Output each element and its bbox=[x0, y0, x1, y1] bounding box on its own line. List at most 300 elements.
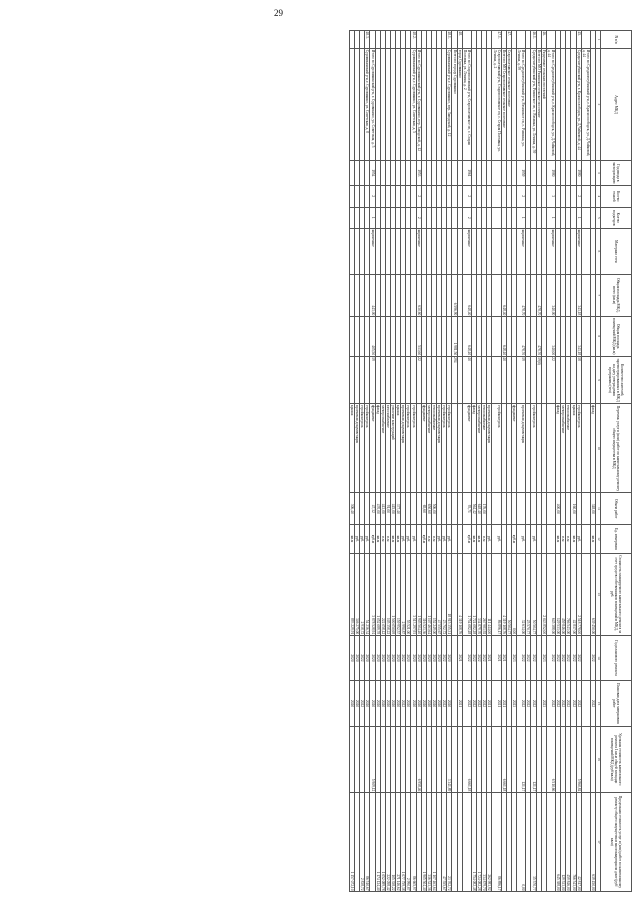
column-number: 14 bbox=[596, 635, 601, 681]
cell-c4 bbox=[487, 185, 492, 207]
cell-c13: 50 504,77 bbox=[506, 553, 511, 635]
cell-c16 bbox=[401, 726, 406, 792]
cell-c7 bbox=[411, 274, 416, 316]
cell-c12: кв.м bbox=[349, 525, 354, 553]
cell-c10: стройконтроль bbox=[360, 404, 365, 493]
cell-c14: 2020 bbox=[375, 635, 380, 681]
cell-c7: 6 596,90 bbox=[452, 274, 457, 316]
table-row bbox=[385, 31, 390, 892]
cell-c10: теплоснабжение bbox=[482, 404, 487, 493]
cell-c15: 2020 bbox=[349, 681, 354, 727]
cell-c5 bbox=[406, 207, 411, 229]
cell-c12: кв.м bbox=[471, 525, 476, 553]
cell-c14: 2020 bbox=[380, 635, 385, 681]
cell-c8 bbox=[590, 316, 595, 356]
column-number: 13 bbox=[596, 553, 601, 635]
table-row bbox=[561, 31, 566, 892]
cell-c5 bbox=[471, 207, 476, 229]
cell-c17 bbox=[370, 792, 375, 891]
table-body bbox=[349, 31, 595, 892]
cell-c16: 6 510,66 bbox=[546, 726, 555, 792]
cell-c14: 2022 bbox=[561, 635, 566, 681]
cell-c8 bbox=[411, 316, 416, 356]
cell-c10 bbox=[457, 404, 462, 493]
cell-c1 bbox=[385, 31, 390, 49]
header-col-10: Перечень услуг и (или) работ по капитальному ремонту общего имущества в МКД bbox=[601, 404, 632, 493]
cell-c5 bbox=[360, 207, 365, 229]
cell-c7 bbox=[375, 274, 380, 316]
cell-c12: кв.м bbox=[590, 525, 595, 553]
column-number: 9 bbox=[596, 356, 601, 404]
cell-c4 bbox=[501, 185, 506, 207]
cell-c16 bbox=[355, 726, 360, 792]
cell-c1 bbox=[471, 31, 476, 49]
column-number: 17 bbox=[596, 792, 601, 891]
cell-c10: крыша bbox=[349, 404, 354, 493]
cell-c16 bbox=[561, 726, 566, 792]
cell-c3 bbox=[531, 160, 536, 185]
cell-c10 bbox=[541, 404, 546, 493]
cell-c7 bbox=[365, 274, 370, 316]
cell-c4 bbox=[536, 185, 541, 207]
cell-c8 bbox=[566, 316, 571, 356]
cell-c2: Итого по Суровикинский р-н, г. Суровикино, ул. Советская, д. 5 bbox=[370, 49, 375, 161]
cell-c5 bbox=[482, 207, 487, 229]
cell-c3 bbox=[406, 160, 411, 185]
cell-c3 bbox=[511, 160, 516, 185]
cell-c8 bbox=[421, 316, 426, 356]
cell-c14: 2020 bbox=[426, 635, 431, 681]
cell-c1 bbox=[380, 31, 385, 49]
cell-c4 bbox=[385, 185, 390, 207]
table-row bbox=[401, 31, 406, 892]
cell-c10: электроснабжение bbox=[477, 404, 482, 493]
cell-c5 bbox=[401, 207, 406, 229]
cell-c5 bbox=[536, 207, 541, 229]
cell-c8 bbox=[457, 316, 462, 356]
cell-c8 bbox=[482, 316, 487, 356]
cell-c5 bbox=[556, 207, 561, 229]
cell-c12 bbox=[526, 525, 531, 553]
cell-c3 bbox=[501, 160, 506, 185]
cell-c9 bbox=[531, 356, 536, 404]
header-col-15: Плановая дата завершения работ bbox=[601, 681, 632, 727]
cell-c7 bbox=[566, 274, 571, 316]
cell-c13 bbox=[536, 553, 541, 635]
cell-c12: п.м bbox=[566, 525, 571, 553]
cell-c17 bbox=[457, 792, 462, 891]
cell-c5 bbox=[349, 207, 354, 229]
cell-c14: 2022 bbox=[531, 635, 536, 681]
cell-c10: фундамент bbox=[462, 404, 471, 493]
cell-c10 bbox=[452, 404, 457, 493]
column-number-row bbox=[596, 31, 601, 892]
cell-c15 bbox=[506, 681, 511, 727]
cell-c7 bbox=[571, 274, 576, 316]
cell-c16 bbox=[431, 726, 436, 792]
cell-c4: 2 bbox=[462, 185, 471, 207]
cell-c15: 2022 bbox=[531, 681, 536, 727]
cell-c8 bbox=[380, 316, 385, 356]
cell-c13: 2 043 852,00 bbox=[541, 553, 546, 635]
cell-c1: 46. bbox=[541, 31, 546, 49]
cell-c2 bbox=[380, 49, 385, 161]
cell-c14: 2022 bbox=[546, 635, 555, 681]
cell-c15: 2020 bbox=[447, 681, 452, 727]
cell-c16 bbox=[556, 726, 561, 792]
cell-c15: 2020 bbox=[365, 681, 370, 727]
cell-c1 bbox=[561, 31, 566, 49]
column-number: 4 bbox=[596, 185, 601, 207]
cell-c9: 40 bbox=[501, 356, 506, 404]
cell-c17 bbox=[581, 792, 590, 891]
cell-c10: фасад bbox=[556, 404, 561, 493]
cell-c17: 1 107 463,64 bbox=[431, 792, 436, 891]
cell-c3 bbox=[536, 160, 541, 185]
cell-c7 bbox=[457, 274, 462, 316]
cell-c7 bbox=[355, 274, 360, 316]
table-row bbox=[411, 31, 416, 892]
cell-c16: 3 341,89 bbox=[447, 726, 452, 792]
cell-c7 bbox=[380, 274, 385, 316]
cell-c17: 86 665,97 bbox=[411, 792, 416, 891]
cell-c8: 513,60 bbox=[416, 316, 421, 356]
cell-c4 bbox=[477, 185, 482, 207]
cell-c6 bbox=[471, 229, 476, 275]
column-number: 6 bbox=[596, 229, 601, 275]
column-number: 10 bbox=[596, 404, 601, 493]
cell-c3 bbox=[396, 160, 401, 185]
cell-c9: 18 bbox=[576, 356, 581, 404]
cell-c6 bbox=[431, 229, 436, 275]
cell-c17: 47 555,67 bbox=[442, 792, 447, 891]
table-row bbox=[492, 31, 501, 892]
cell-c4 bbox=[511, 185, 516, 207]
cell-c7: 443,00 bbox=[370, 274, 375, 316]
cell-c16: 6 958,46 bbox=[416, 726, 421, 792]
cell-c7: 343,18 bbox=[576, 274, 581, 316]
cell-c16 bbox=[477, 726, 482, 792]
cell-c3 bbox=[360, 160, 365, 185]
table-row bbox=[506, 31, 511, 892]
cell-c14: 2021 bbox=[492, 635, 501, 681]
cell-c2: Суровикинский р-н, г. Суровикино, ул. Советская, д. 5 bbox=[411, 49, 416, 161]
cell-c11 bbox=[401, 493, 406, 525]
cell-c13: 1 107 463,64 bbox=[426, 553, 431, 635]
cell-c13: 47 555,67 bbox=[437, 553, 442, 635]
cell-c6 bbox=[437, 229, 442, 275]
header-col-17: Предельная стоимость услуг и (или) работ по капитальному ремонту общего имущества в многоквартирном доме (руб/кв.м) bbox=[601, 792, 632, 891]
cell-c16: 5 909,12 bbox=[370, 726, 375, 792]
cell-c12: п.м bbox=[380, 525, 385, 553]
cell-c11 bbox=[457, 493, 462, 525]
cell-c14: 2020 bbox=[365, 635, 370, 681]
cell-c17 bbox=[546, 792, 555, 891]
cell-c11: 176,00 bbox=[482, 493, 487, 525]
cell-c3 bbox=[571, 160, 576, 185]
table-row bbox=[517, 31, 526, 892]
cell-c2: Всего по городу Суровикино bbox=[452, 49, 457, 161]
cell-c11: 47,32 bbox=[370, 493, 375, 525]
cell-c9 bbox=[421, 356, 426, 404]
cell-c3 bbox=[477, 160, 482, 185]
cell-c1 bbox=[396, 31, 401, 49]
cell-c14: 2022 bbox=[482, 635, 487, 681]
cell-c3 bbox=[431, 160, 436, 185]
cell-c9 bbox=[437, 356, 442, 404]
cell-c9 bbox=[426, 356, 431, 404]
cell-c16 bbox=[349, 726, 354, 792]
table-row bbox=[421, 31, 426, 892]
column-number: 7 bbox=[596, 274, 601, 316]
cell-c10: проектная документация bbox=[355, 404, 360, 493]
cell-c7 bbox=[360, 274, 365, 316]
cell-c1 bbox=[406, 31, 411, 49]
cell-c10: стройконтроль bbox=[406, 404, 411, 493]
cell-c3 bbox=[526, 160, 531, 185]
cell-c11: 443,00 bbox=[380, 493, 385, 525]
cell-c4 bbox=[581, 185, 590, 207]
cell-c17 bbox=[437, 792, 442, 891]
cell-c14 bbox=[536, 635, 541, 681]
table-row bbox=[541, 31, 546, 892]
cell-c9: 294 bbox=[452, 356, 457, 404]
cell-c9 bbox=[406, 356, 411, 404]
cell-c17: 459 846,00 bbox=[566, 792, 571, 891]
cell-c3 bbox=[375, 160, 380, 185]
cell-c13: 316 523,36 bbox=[421, 553, 426, 635]
cell-c8 bbox=[442, 316, 447, 356]
cell-c2 bbox=[571, 49, 576, 161]
cell-c1 bbox=[370, 31, 375, 49]
cell-c7: 478,70 bbox=[517, 274, 526, 316]
table-row bbox=[457, 31, 462, 892]
cell-c12 bbox=[581, 525, 590, 553]
cell-c2: Всего по МО Старополтавское сельское поселение bbox=[501, 49, 506, 161]
cell-c16 bbox=[471, 726, 476, 792]
cell-c11: 65,60 bbox=[421, 493, 426, 525]
cell-c9 bbox=[375, 356, 380, 404]
cell-c1 bbox=[355, 31, 360, 49]
cell-c12 bbox=[536, 525, 541, 553]
cell-c6 bbox=[385, 229, 390, 275]
table-row bbox=[396, 31, 401, 892]
cell-c8 bbox=[556, 316, 561, 356]
cell-c11: 348,00 bbox=[590, 493, 595, 525]
cell-c4 bbox=[375, 185, 380, 207]
cell-c8 bbox=[390, 316, 395, 356]
cell-c11 bbox=[501, 493, 506, 525]
cell-c2 bbox=[526, 49, 531, 161]
cell-c10: фундамент bbox=[370, 404, 375, 493]
cell-c15: 2022 bbox=[590, 681, 595, 727]
cell-c3 bbox=[380, 160, 385, 185]
cell-c17 bbox=[355, 792, 360, 891]
cell-c10: электроснабжение bbox=[426, 404, 431, 493]
cell-c14: 2022 bbox=[360, 635, 365, 681]
cell-c4 bbox=[492, 185, 501, 207]
cell-c2: Итого по Старополтавский р-н, Старополтавское сп, с. Старая Полтавка, ул. Ленина, д. 2 bbox=[462, 49, 471, 161]
cell-c1 bbox=[581, 31, 590, 49]
cell-c6 bbox=[501, 229, 506, 275]
cell-c11 bbox=[531, 493, 536, 525]
cell-c13: 0,00 bbox=[511, 553, 516, 635]
cell-c14: 2020 bbox=[349, 635, 354, 681]
cell-c3 bbox=[561, 160, 566, 185]
cell-c11: 470,00 bbox=[375, 493, 380, 525]
cell-c6 bbox=[511, 229, 516, 275]
cell-c8 bbox=[385, 316, 390, 356]
cell-c10: фундамент bbox=[421, 404, 426, 493]
cell-c15: 2020 bbox=[421, 681, 426, 727]
cell-c9: 19 bbox=[517, 356, 526, 404]
cell-c1 bbox=[462, 31, 471, 49]
cell-c6 bbox=[536, 229, 541, 275]
cell-c11 bbox=[411, 493, 416, 525]
cell-c2: Итого по Суровикинский р-н, г. Суровикино, пер. Заводской, д. 12 bbox=[416, 49, 421, 161]
cell-c10 bbox=[581, 404, 590, 493]
cell-c13: 3 878 528,94 bbox=[370, 553, 375, 635]
cell-c5 bbox=[385, 207, 390, 229]
cell-c3 bbox=[487, 160, 492, 185]
cell-c3 bbox=[482, 160, 487, 185]
cell-c12: куб.м bbox=[511, 525, 516, 553]
cell-c12: кв.м bbox=[396, 525, 401, 553]
cell-c16 bbox=[411, 726, 416, 792]
cell-c14: 2020 bbox=[396, 635, 401, 681]
column-number: 1 bbox=[596, 31, 601, 49]
cell-c4 bbox=[566, 185, 571, 207]
table-row bbox=[416, 31, 421, 892]
cell-c2 bbox=[437, 49, 442, 161]
cell-c8 bbox=[406, 316, 411, 356]
cell-c14: 2020 bbox=[406, 635, 411, 681]
cell-c2 bbox=[431, 49, 436, 161]
column-number: 3 bbox=[596, 160, 601, 185]
cell-c14: 2022 bbox=[442, 635, 447, 681]
cell-c3: 1980 bbox=[546, 160, 555, 185]
cell-c14: 2023 bbox=[541, 635, 546, 681]
cell-c9 bbox=[487, 356, 492, 404]
cell-c11 bbox=[365, 493, 370, 525]
cell-c2 bbox=[421, 49, 426, 161]
cell-c5 bbox=[431, 207, 436, 229]
cell-c8 bbox=[431, 316, 436, 356]
cell-c14: 2023 bbox=[511, 635, 516, 681]
cell-c12: руб. bbox=[576, 525, 581, 553]
header-col-9: Количество жителей, зарегистрированных в МКД на дату утверждения программы (чел) bbox=[601, 356, 632, 404]
cell-c4 bbox=[349, 185, 354, 207]
table-row bbox=[576, 31, 581, 892]
cell-c16: 5 960,84 bbox=[576, 726, 581, 792]
cell-c17: 1 754 082,48 bbox=[471, 792, 476, 891]
cell-c16 bbox=[511, 726, 516, 792]
cell-c1 bbox=[566, 31, 571, 49]
cell-c10: электроснабжение bbox=[380, 404, 385, 493]
cell-c5 bbox=[487, 207, 492, 229]
table-row bbox=[355, 31, 360, 892]
cell-c6 bbox=[506, 229, 511, 275]
cell-c13: 459 846,00 bbox=[561, 553, 566, 635]
cell-c5 bbox=[452, 207, 457, 229]
cell-c1 bbox=[556, 31, 561, 49]
cell-c11: 445,00 bbox=[390, 493, 395, 525]
cell-c16 bbox=[406, 726, 411, 792]
cell-c14 bbox=[581, 635, 590, 681]
cell-c10: стройконтроль bbox=[442, 404, 447, 493]
cell-c13: 4 319 108,76 bbox=[457, 553, 462, 635]
cell-c10: газоснабжение bbox=[385, 404, 390, 493]
cell-c17: 334 879,70 bbox=[482, 792, 487, 891]
cell-c2 bbox=[401, 49, 406, 161]
cell-c8 bbox=[561, 316, 566, 356]
cell-c7 bbox=[471, 274, 476, 316]
cell-c1 bbox=[536, 31, 541, 49]
cell-c10: стройконтроль bbox=[365, 404, 370, 493]
cell-c12 bbox=[457, 525, 462, 553]
cell-c14: 2022 bbox=[477, 635, 482, 681]
cell-c13: 1 500 050,69 bbox=[390, 553, 395, 635]
cell-c12: п.м bbox=[426, 525, 431, 553]
cell-c9: 40 bbox=[462, 356, 471, 404]
cell-c17 bbox=[526, 792, 531, 891]
cell-c9 bbox=[447, 356, 452, 404]
cell-c4 bbox=[482, 185, 487, 207]
cell-c7 bbox=[506, 274, 511, 316]
cell-c7 bbox=[396, 274, 401, 316]
cell-c6 bbox=[411, 229, 416, 275]
cell-c17 bbox=[541, 792, 546, 891]
cell-c13: 4 319 108,76 bbox=[501, 553, 506, 635]
cell-c13: 267 983,92 bbox=[482, 553, 487, 635]
cell-c10: фундамент bbox=[511, 404, 516, 493]
cell-c5 bbox=[511, 207, 516, 229]
cell-c4 bbox=[411, 185, 416, 207]
cell-c11 bbox=[526, 493, 531, 525]
cell-c11: 93,71 bbox=[462, 493, 471, 525]
cell-c13: 1 754 082,48 bbox=[462, 553, 471, 635]
cell-c12: кв.м bbox=[375, 525, 380, 553]
cell-c14: 2022 bbox=[590, 635, 595, 681]
cell-c12: руб. bbox=[492, 525, 501, 553]
cell-c14 bbox=[506, 635, 511, 681]
cell-c16 bbox=[365, 726, 370, 792]
cell-c16 bbox=[421, 726, 426, 792]
cell-c13: 86 896,17 bbox=[492, 553, 501, 635]
header-col-13: Стоимость планируемого капитального ремонта за счет средств собственников помещений в МКД, руб. bbox=[601, 553, 632, 635]
cell-c9 bbox=[411, 356, 416, 404]
cell-c8 bbox=[487, 316, 492, 356]
table-row bbox=[556, 31, 561, 892]
cell-c1 bbox=[349, 31, 354, 49]
table-row bbox=[380, 31, 385, 892]
cell-c6 bbox=[581, 229, 590, 275]
page-number: 29 bbox=[274, 8, 283, 18]
cell-c7 bbox=[421, 274, 426, 316]
cell-c5 bbox=[421, 207, 426, 229]
cell-c8 bbox=[401, 316, 406, 356]
cell-c16 bbox=[566, 726, 571, 792]
cell-c13: 50 504,77 bbox=[531, 553, 536, 635]
cell-c6 bbox=[590, 229, 595, 275]
cell-c2: Разделение сельских поселений bbox=[541, 49, 546, 161]
table-row bbox=[349, 31, 354, 892]
cell-c6 bbox=[571, 229, 576, 275]
cell-c9: 22 bbox=[546, 356, 555, 404]
header-col-6: Материал стен bbox=[601, 229, 632, 275]
cell-c4: 3 bbox=[546, 185, 555, 207]
cell-c4 bbox=[426, 185, 431, 207]
